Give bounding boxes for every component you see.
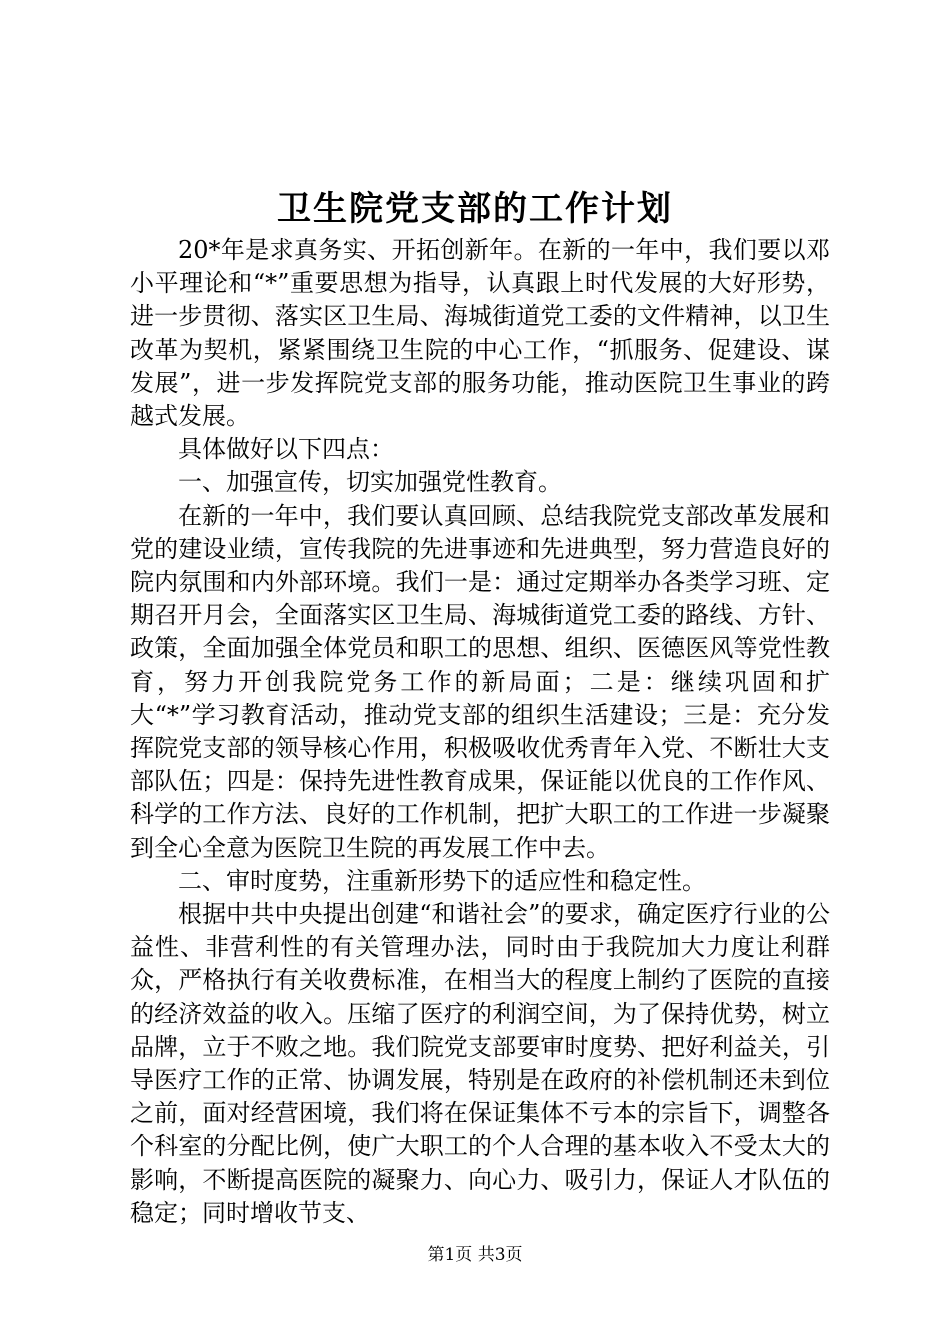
document-title: 卫生院党支部的工作计划 [277,189,673,229]
heading-section-2: 二、审时度势，注重新形势下的适应性和稳定性。 [178,866,706,895]
paragraph-intro: 20*年是求真务实、开拓创新年。在新的一年中，我们要以邓小平理论和“*”重要思想为指导，认真跟上时代发展的大好形势，进一步贯彻、落实区卫生局、海城街道党工委的文件精神，以卫生改革为契机，紧紧围绕卫生院的中心工作，“抓服务、促建设、谋发展”，进一步发挥院党支部的服务功能，推动医院卫生事业的跨越式发展。 [130,236,830,431]
heading-section-1: 一、加强宣传，切实加强党性教育。 [178,468,562,497]
page-footer: 第1页 共3页 [427,1245,523,1265]
paragraph-section-2: 根据中共中央提出创建“和谐社会”的要求，确定医疗行业的公益性、非营利性的有关管理办法，同时由于我院加大力度让利群众，严格执行有关收费标准，在相当大的程度上制约了医院的直接的经济效益的收入。压缩了医疗的利润空间，为了保持优势，树立品牌，立于不败之地。我们院党支部要审时度势、把好利益关，引导医疗工作的正常、协调发展，特别是在政府的补偿机制还未到位之前，面对经营困境，我们将在保证集体不亏本的宗旨下，调整各个科室的分配比例，使广大职工的个人合理的基本收入不受太大的影响，不断提高医院的凝聚力、向心力、吸引力，保证人才队伍的稳定；同时增收节支、 [130,900,830,1227]
paragraph-section-1: 在新的一年中，我们要认真回顾、总结我院党支部改革发展和党的建设业绩，宣传我院的先进事迹和先进典型，努力营造良好的院内氛围和内外部环境。我们一是：通过定期举办各类学习班、定期召开月会，全面落实区卫生局、海城街道党工委的路线、方针、政策，全面加强全体党员和职工的思想、组织、医德医风等党性教育，努力开创我院党务工作的新局面；二是：继续巩固和扩大“*”学习教育活动，推动党支部的组织生活建设；三是：充分发挥院党支部的领导核心作用，积极吸收优秀青年入党、不断壮大支部队伍；四是：保持先进性教育成果，保证能以优良的工作作风、科学的工作方法、良好的工作机制，把扩大职工的工作进一步凝聚到全心全意为医院卫生院的再发展工作中去。 [130,501,830,862]
document-body [130,234,830,1230]
paragraph-four-points: 具体做好以下四点： [178,435,394,464]
